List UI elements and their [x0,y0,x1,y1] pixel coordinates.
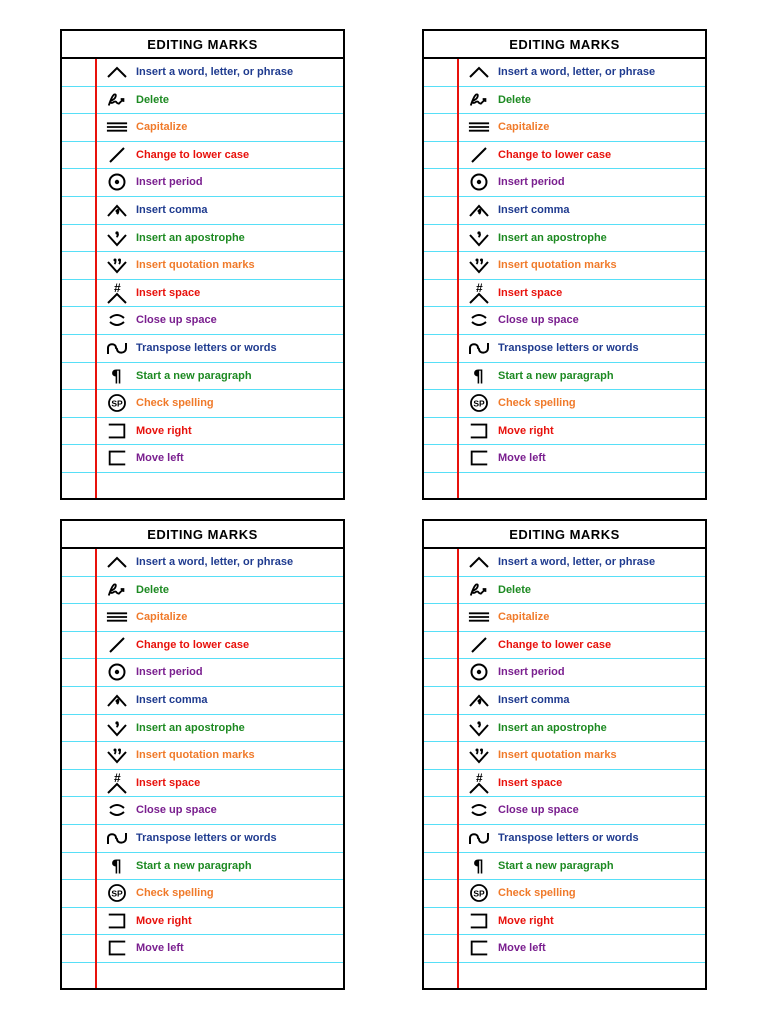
svg-text:#: # [114,771,121,785]
mark-label: Start a new paragraph [136,859,252,872]
mark-label: Insert an apostrophe [136,721,245,734]
close-up-arcs-icon [468,310,490,330]
svg-text:SP: SP [111,398,123,409]
mark-row [424,577,705,605]
mark-row [62,742,343,770]
mark-label: Insert period [498,666,565,679]
mark-row [424,418,705,446]
slash-icon [106,145,128,165]
caret-icon [468,62,490,82]
mark-row [62,280,343,308]
mark-label: Change to lower case [136,638,250,651]
mark-row [62,197,343,225]
mark-row [62,770,343,798]
mark-label: Move left [498,452,546,465]
inverted-caret-apostrophe-icon [468,718,490,738]
mark-row [62,935,343,963]
close-up-arcs-icon [106,310,128,330]
red-margin-line [95,549,97,988]
marks-list [62,59,343,497]
triple-underline-icon [106,117,128,137]
mark-label: Start a new paragraph [136,369,252,382]
hash-caret-icon [106,283,128,303]
triple-underline-icon [468,607,490,627]
mark-label: Insert space [136,776,201,789]
bracket-right-icon [106,421,128,441]
mark-row [424,307,705,335]
mark-label: Move right [498,914,554,927]
blank-ruled-row [424,963,705,987]
mark-label: Delete [136,583,170,596]
mark-row [424,445,705,473]
mark-row [424,770,705,798]
mark-label: Close up space [136,314,217,327]
hash-caret-icon [468,773,490,793]
triple-underline-icon [468,117,490,137]
mark-row [424,742,705,770]
svg-text:¶: ¶ [111,366,122,386]
mark-label: Insert quotation marks [136,259,255,272]
mark-row [424,390,705,418]
mark-row [62,307,343,335]
mark-row [424,687,705,715]
svg-text:SP: SP [473,888,485,899]
mark-label: Check spelling [498,887,576,900]
mark-row [62,577,343,605]
mark-label: Change to lower case [136,148,250,161]
pilcrow-icon [106,366,128,386]
blank-ruled-row [62,963,343,987]
pilcrow-icon [468,366,490,386]
svg-text:¶: ¶ [111,856,122,876]
mark-label: Insert period [136,666,203,679]
mark-label: Close up space [136,804,217,817]
slash-icon [468,145,490,165]
mark-row [424,225,705,253]
blank-ruled-row [424,473,705,497]
inverted-caret-quotes-icon [106,255,128,275]
mark-row [62,335,343,363]
mark-row [424,604,705,632]
mark-row [62,549,343,577]
mark-label: Move left [498,942,546,955]
mark-label: Transpose letters or words [136,341,277,354]
marks-list [62,549,343,987]
svg-text:SP: SP [111,888,123,899]
card-title: EDITING MARKS [62,521,343,549]
mark-label: Capitalize [498,611,550,624]
transpose-curve-icon [106,338,128,358]
svg-text:#: # [476,281,483,295]
mark-label: Insert quotation marks [498,749,617,762]
mark-label: Capitalize [136,121,188,134]
mark-row [424,114,705,142]
mark-row [424,632,705,660]
mark-row [62,853,343,881]
circled-dot-icon [468,172,490,192]
mark-row [62,114,343,142]
bracket-left-icon [468,938,490,958]
mark-label: Delete [136,93,170,106]
inverted-caret-apostrophe-icon [106,228,128,248]
marks-list [424,59,705,497]
mark-label: Move left [136,452,184,465]
mark-label: Insert comma [136,693,208,706]
mark-row [424,142,705,170]
mark-row [424,853,705,881]
svg-text:SP: SP [473,398,485,409]
caret-comma-icon [468,200,490,220]
mark-row [62,445,343,473]
caret-icon [468,552,490,572]
inverted-caret-quotes-icon [468,745,490,765]
svg-text:¶: ¶ [473,856,484,876]
mark-label: Start a new paragraph [498,369,614,382]
mark-row [424,880,705,908]
mark-label: Close up space [498,804,579,817]
mark-row [62,632,343,660]
pilcrow-icon [468,856,490,876]
circled-sp-icon [106,393,128,413]
circled-dot-icon [106,662,128,682]
delete-loop-icon [468,580,490,600]
mark-row [424,335,705,363]
caret-comma-icon [468,690,490,710]
mark-row [62,390,343,418]
pilcrow-icon [106,856,128,876]
mark-row [424,87,705,115]
close-up-arcs-icon [468,800,490,820]
mark-row [424,549,705,577]
transpose-curve-icon [468,338,490,358]
mark-row [424,169,705,197]
mark-label: Insert a word, letter, or phrase [498,556,656,568]
mark-label: Move right [498,424,554,437]
mark-row [424,59,705,87]
mark-label: Insert a word, letter, or phrase [136,556,294,568]
hash-caret-icon [106,773,128,793]
caret-comma-icon [106,690,128,710]
mark-row [62,715,343,743]
mark-label: Insert comma [136,203,208,216]
mark-label: Change to lower case [498,148,612,161]
mark-row [62,797,343,825]
mark-label: Delete [498,583,532,596]
mark-label: Insert a word, letter, or phrase [136,66,294,78]
mark-label: Close up space [498,314,579,327]
hash-caret-icon [468,283,490,303]
transpose-curve-icon [106,828,128,848]
delete-loop-icon [106,580,128,600]
inverted-caret-apostrophe-icon [468,228,490,248]
svg-text:#: # [114,281,121,295]
red-margin-line [457,549,459,988]
caret-icon [106,62,128,82]
inverted-caret-quotes-icon [468,255,490,275]
mark-label: Check spelling [136,887,214,900]
svg-text:¶: ¶ [473,366,484,386]
inverted-caret-apostrophe-icon [106,718,128,738]
bracket-right-icon [106,911,128,931]
red-margin-line [457,59,459,498]
mark-label: Insert quotation marks [498,259,617,272]
mark-label: Delete [498,93,532,106]
caret-icon [106,552,128,572]
mark-row [424,935,705,963]
mark-label: Capitalize [498,121,550,134]
mark-label: Transpose letters or words [498,341,639,354]
mark-label: Check spelling [136,397,214,410]
mark-row [62,825,343,853]
bracket-left-icon [468,448,490,468]
mark-label: Start a new paragraph [498,859,614,872]
mark-label: Insert an apostrophe [136,231,245,244]
editing-marks-card-3 [60,519,345,990]
mark-row [424,363,705,391]
mark-row [62,880,343,908]
mark-label: Transpose letters or words [498,831,639,844]
mark-label: Move left [136,942,184,955]
red-margin-line [95,59,97,498]
circled-dot-icon [468,662,490,682]
card-title: EDITING MARKS [424,31,705,59]
bracket-right-icon [468,421,490,441]
mark-row [424,797,705,825]
mark-row [424,280,705,308]
mark-row [62,142,343,170]
mark-row [424,659,705,687]
caret-comma-icon [106,200,128,220]
mark-label: Insert period [498,176,565,189]
editing-marks-card-1 [60,29,345,500]
mark-label: Insert quotation marks [136,749,255,762]
mark-row [62,908,343,936]
mark-row [62,418,343,446]
mark-label: Insert a word, letter, or phrase [498,66,656,78]
circled-sp-icon [468,393,490,413]
card-title: EDITING MARKS [424,521,705,549]
mark-label: Move right [136,914,192,927]
delete-loop-icon [468,90,490,110]
blank-ruled-row [62,473,343,497]
mark-label: Insert space [498,286,563,299]
mark-row [62,225,343,253]
mark-label: Insert an apostrophe [498,721,607,734]
mark-row [62,252,343,280]
marks-list [424,549,705,987]
mark-label: Insert space [498,776,563,789]
mark-row [424,197,705,225]
svg-text:#: # [476,771,483,785]
mark-label: Transpose letters or words [136,831,277,844]
triple-underline-icon [106,607,128,627]
mark-label: Insert period [136,176,203,189]
circled-sp-icon [106,883,128,903]
editing-marks-card-4 [422,519,707,990]
mark-row [424,908,705,936]
mark-label: Change to lower case [498,638,612,651]
mark-label: Check spelling [498,397,576,410]
mark-label: Insert space [136,286,201,299]
circled-sp-icon [468,883,490,903]
transpose-curve-icon [468,828,490,848]
mark-row [62,59,343,87]
mark-row [424,825,705,853]
mark-row [62,687,343,715]
bracket-left-icon [106,938,128,958]
mark-label: Insert comma [498,203,570,216]
mark-row [62,87,343,115]
slash-icon [106,635,128,655]
mark-row [62,169,343,197]
mark-label: Capitalize [136,611,188,624]
delete-loop-icon [106,90,128,110]
mark-row [424,252,705,280]
mark-label: Move right [136,424,192,437]
editing-marks-card-2 [422,29,707,500]
mark-row [424,715,705,743]
slash-icon [468,635,490,655]
card-title: EDITING MARKS [62,31,343,59]
circled-dot-icon [106,172,128,192]
inverted-caret-quotes-icon [106,745,128,765]
mark-row [62,363,343,391]
bracket-right-icon [468,911,490,931]
bracket-left-icon [106,448,128,468]
mark-row [62,659,343,687]
mark-label: Insert comma [498,693,570,706]
mark-row [62,604,343,632]
mark-label: Insert an apostrophe [498,231,607,244]
close-up-arcs-icon [106,800,128,820]
